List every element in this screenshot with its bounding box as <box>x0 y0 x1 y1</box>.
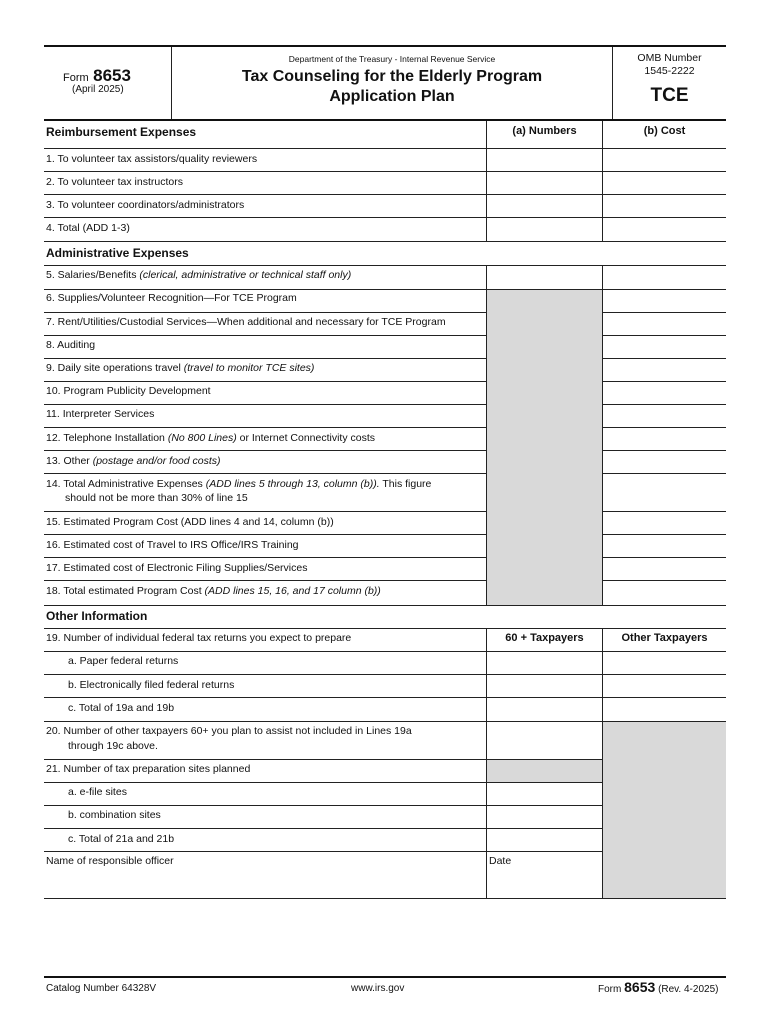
rule <box>44 605 726 606</box>
line-1-numbers-field[interactable] <box>487 148 602 171</box>
rule <box>44 580 486 581</box>
line-5-numbers-field[interactable] <box>487 265 602 289</box>
rule <box>44 674 726 675</box>
line-19b-60plus-field[interactable] <box>487 674 602 697</box>
rule <box>44 312 486 313</box>
line-21c-label: c. Total of 21a and 21b <box>68 833 175 845</box>
line-1-label: 1. To volunteer tax assistors/quality reviewers <box>46 153 258 165</box>
line-19b-label: b. Electronically filed federal returns <box>68 679 235 691</box>
line-20-label: 20. Number of other taxpayers 60+ you plan to assist not included in Lines 19a <box>46 725 412 737</box>
col-header-60-taxpayers: 60 + Taxpayers <box>505 632 584 644</box>
line-19a-60plus-field[interactable] <box>487 651 602 674</box>
date-field[interactable] <box>487 851 602 899</box>
officer-name-label: Name of responsible officer <box>46 855 174 867</box>
line-5-cost-field[interactable] <box>603 265 726 289</box>
line-8-label: 8. Auditing <box>46 339 96 351</box>
line-10-cost-field[interactable] <box>603 381 726 404</box>
line-4-numbers-field[interactable] <box>487 217 602 241</box>
line-14-label: 14. Total Administrative Expenses (ADD lines 5 through 13, column (b)). This figure <box>46 478 432 490</box>
section-reimbursement: Reimbursement Expenses <box>46 125 197 139</box>
grid-v-b-2 <box>602 265 603 605</box>
rule <box>603 427 726 428</box>
line-10-label: 10. Program Publicity Development <box>46 385 211 397</box>
line-19a-label: a. Paper federal returns <box>68 655 179 667</box>
line-4-cost-field[interactable] <box>603 217 726 241</box>
line-19c-other-field[interactable] <box>603 697 726 721</box>
line-16-cost-field[interactable] <box>603 534 726 557</box>
line-17-cost-field[interactable] <box>603 557 726 580</box>
line-19c-label: c. Total of 19a and 19b <box>68 702 175 714</box>
line-21b-label: b. combination sites <box>68 809 161 821</box>
line-21c-field[interactable] <box>487 828 602 851</box>
line-21a-label: a. e-file sites <box>68 786 127 798</box>
rule <box>603 580 726 581</box>
line-13-label: 13. Other (postage and/or food costs) <box>46 455 221 467</box>
rule <box>44 721 726 722</box>
grid-v-a-1 <box>486 121 487 241</box>
omb-label: OMB Number <box>637 52 702 64</box>
line-9-cost-field[interactable] <box>603 358 726 381</box>
line-14-cost-field[interactable] <box>603 473 726 511</box>
line-12-cost-field[interactable] <box>603 427 726 450</box>
grid-v-b-3 <box>602 628 603 899</box>
rule <box>603 404 726 405</box>
omb-number: 1545-2222 <box>644 65 695 77</box>
rule <box>44 557 486 558</box>
form-date: (April 2025) <box>72 84 124 95</box>
rule <box>603 511 726 512</box>
rule <box>44 381 486 382</box>
catalog-number: Catalog Number 64328V <box>46 983 157 994</box>
irs-website-link[interactable]: www.irs.gov <box>351 983 405 994</box>
line-6-label: 6. Supplies/Volunteer Recognition—For TCE Program <box>46 292 297 304</box>
rule <box>44 828 603 829</box>
line-2-numbers-field[interactable] <box>487 171 602 194</box>
line-3-numbers-field[interactable] <box>487 194 602 217</box>
rule <box>44 534 486 535</box>
shaded-col-a-line21 <box>487 759 602 782</box>
shaded-col-a-admin <box>487 289 602 605</box>
form-id-box <box>44 47 172 119</box>
rule <box>44 782 603 783</box>
footer-form-label: Form <box>598 984 622 995</box>
grid-v-a-2 <box>486 265 487 605</box>
line-17-label: 17. Estimated cost of Electronic Filing Supplies/Services <box>46 562 308 574</box>
rule <box>44 851 603 852</box>
rule <box>44 473 486 474</box>
line-2-cost-field[interactable] <box>603 171 726 194</box>
line-7-cost-field[interactable] <box>603 312 726 335</box>
rule <box>44 358 486 359</box>
line-11-cost-field[interactable] <box>603 404 726 427</box>
form-number: 8653 <box>93 66 131 85</box>
line-12-label: 12. Telephone Installation (No 800 Lines) or Internet Connectivity costs <box>46 432 376 444</box>
omb-box <box>613 47 726 119</box>
line-19c-60plus-field[interactable] <box>487 697 602 721</box>
rule <box>44 148 726 149</box>
rule <box>44 241 726 242</box>
department-name: Department of the Treasury - Internal Revenue Service <box>288 54 496 64</box>
line-9-label: 9. Daily site operations travel (travel to monitor TCE sites) <box>46 362 315 374</box>
section-other: Other Information <box>46 609 148 623</box>
rule <box>44 217 726 218</box>
rule <box>44 628 726 629</box>
line-18-label: 18. Total estimated Program Cost (ADD lines 15, 16, and 17 column (b)) <box>46 585 381 597</box>
rule <box>44 651 726 652</box>
rule <box>603 473 726 474</box>
line-3-cost-field[interactable] <box>603 194 726 217</box>
form-title-line1: Tax Counseling for the Elderly Program <box>241 68 543 85</box>
rule <box>44 289 726 290</box>
line-1-cost-field[interactable] <box>603 148 726 171</box>
line-8-cost-field[interactable] <box>603 335 726 358</box>
rule <box>44 427 486 428</box>
grid-v-b-1 <box>602 121 603 241</box>
rule <box>603 312 726 313</box>
line-21a-field[interactable] <box>487 782 602 805</box>
rule <box>44 335 486 336</box>
rule <box>44 805 603 806</box>
rule <box>603 557 726 558</box>
line-4-label: 4. Total (ADD 1-3) <box>46 222 130 234</box>
line-19b-other-field[interactable] <box>603 674 726 697</box>
line-21b-field[interactable] <box>487 805 602 828</box>
line-14-label-cont: should not be more than 30% of line 15 <box>65 492 248 504</box>
rule <box>44 759 603 760</box>
line-7-label: 7. Rent/Utilities/Custodial Services—When additional and necessary for TCE Program <box>46 316 446 328</box>
line-20-label-cont: through 19c above. <box>68 740 158 752</box>
footer-revision: (Rev. 4-2025) <box>658 984 719 995</box>
section-administrative: Administrative Expenses <box>46 246 189 260</box>
rule <box>603 335 726 336</box>
rule <box>603 450 726 451</box>
line-15-cost-field[interactable] <box>603 511 726 534</box>
form-title-line2: Application Plan <box>329 88 455 105</box>
footer-rule <box>44 976 726 978</box>
line-19a-other-field[interactable] <box>603 651 726 674</box>
program-code: TCE <box>650 85 689 106</box>
rule <box>44 450 486 451</box>
rule <box>44 265 726 266</box>
footer-form-number: 8653 <box>624 979 656 995</box>
rule <box>44 511 486 512</box>
line-11-label: 11. Interpreter Services <box>46 408 155 420</box>
line-15-label: 15. Estimated Program Cost (ADD lines 4 and 14, column (b)) <box>46 516 334 528</box>
rule <box>44 697 726 698</box>
rule <box>44 194 726 195</box>
rule <box>44 898 726 899</box>
rule <box>603 381 726 382</box>
line-5-label: 5. Salaries/Benefits (clerical, administrative or technical staff only) <box>46 269 352 281</box>
line-19-label: 19. Number of individual federal tax returns you expect to prepare <box>46 632 352 644</box>
line-16-label: 16. Estimated cost of Travel to IRS Office/IRS Training <box>46 539 299 551</box>
rule <box>44 171 726 172</box>
officer-name-field[interactable] <box>44 851 486 899</box>
col-header-other-taxpayers: Other Taxpayers <box>621 632 708 644</box>
line-3-label: 3. To volunteer coordinators/administrators <box>46 199 245 211</box>
col-header-numbers: (a) Numbers <box>512 125 577 137</box>
rule <box>44 404 486 405</box>
line-18-cost-field[interactable] <box>603 580 726 605</box>
line-20-field[interactable] <box>487 721 602 759</box>
grid-v-a-3 <box>486 628 487 899</box>
rule <box>603 358 726 359</box>
form-label: Form <box>63 72 89 84</box>
line-21-label: 21. Number of tax preparation sites planned <box>46 763 251 775</box>
line-6-cost-field[interactable] <box>603 289 726 312</box>
line-2-label: 2. To volunteer tax instructors <box>46 176 183 188</box>
rule <box>603 534 726 535</box>
title-block <box>172 47 612 119</box>
line-13-cost-field[interactable] <box>603 450 726 473</box>
shaded-col-b-other <box>603 721 726 899</box>
header-bottom-rule <box>44 119 726 121</box>
date-label: Date <box>489 855 512 867</box>
footer-form-id <box>598 979 718 995</box>
col-header-cost: (b) Cost <box>643 125 686 137</box>
